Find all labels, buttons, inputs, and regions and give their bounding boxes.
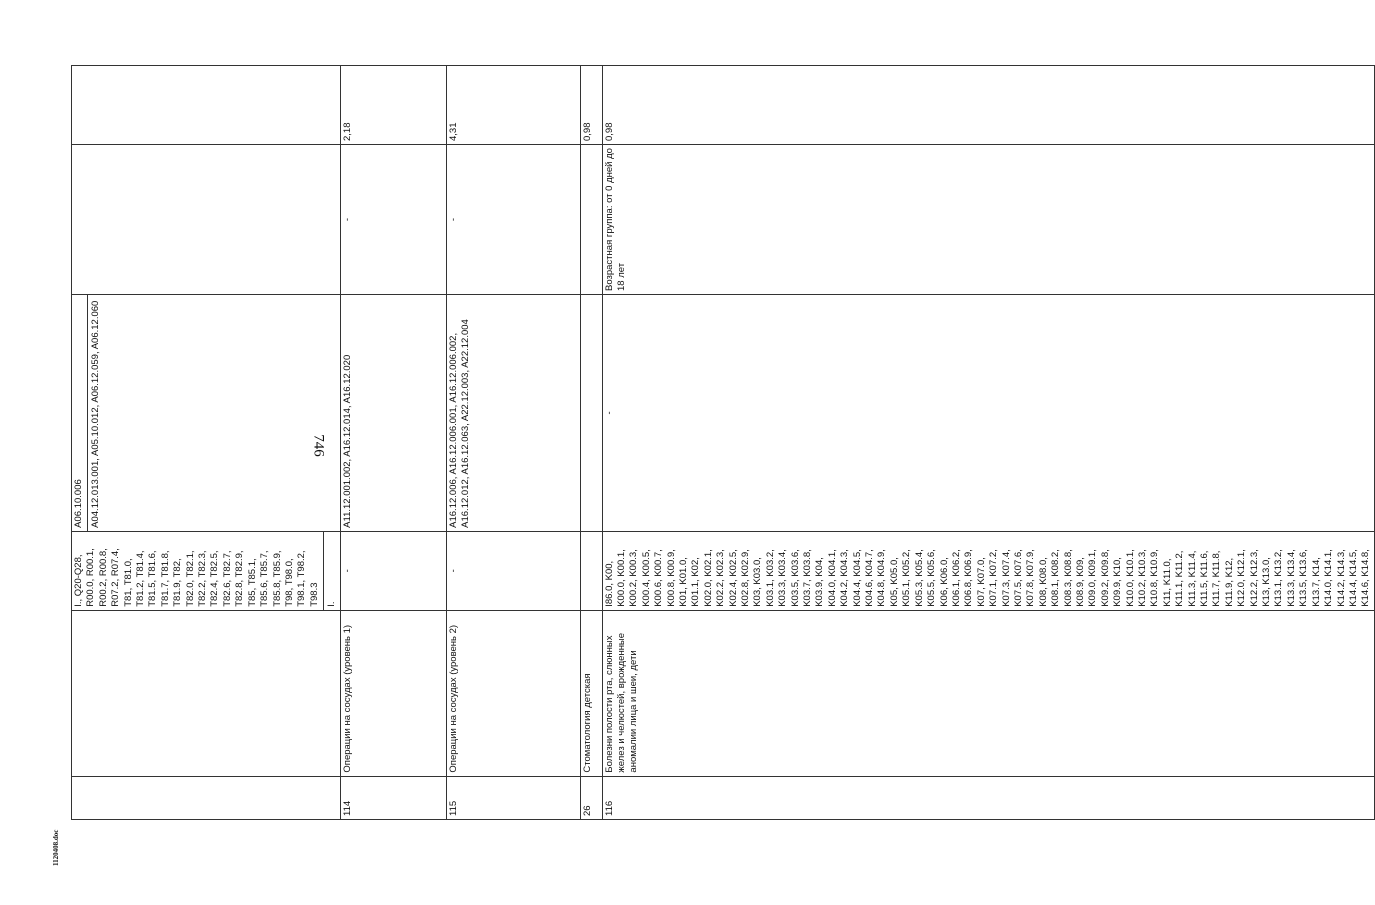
row-services: - (602, 295, 1374, 532)
services-sub: A04.12.013.001, A05.10.012, A06.12.059, A06.12.060 (87, 295, 102, 531)
row-name: Болезни полости рта, слюнных желез и челюстей, врожденные аномалии лица и шеи, дети (602, 610, 1374, 776)
row-icd-codes (580, 531, 602, 610)
row-coefficient (72, 66, 341, 145)
row-other-criteria (580, 145, 602, 295)
row-services (580, 295, 602, 532)
row-other-criteria: Возрастная группа: от 0 дней до 18 лет (602, 145, 1374, 295)
row-icd-codes: - (340, 531, 446, 610)
row-number: 26 (580, 776, 602, 819)
row-services: A11.12.001.002, A16.12.014, A16.12.020 (340, 295, 446, 532)
icd-codes-sub: I. (323, 532, 338, 610)
row-name: Операции на сосудах (уровень 2) (446, 610, 580, 776)
row-number: 114 (340, 776, 446, 819)
row-name (72, 610, 341, 776)
row-coefficient: 2,18 (340, 66, 446, 145)
row-coefficient: 4,31 (446, 66, 580, 145)
row-other-criteria (72, 145, 341, 295)
document-code: 1120408.doc (52, 829, 60, 866)
table-row (580, 66, 602, 820)
table-row (340, 66, 446, 820)
page-number: 746 (310, 434, 327, 457)
row-icd-codes: - (446, 531, 580, 610)
row-icd-codes: I86.0, K00, K00.0, K00.1, K00.2, K00.3, K00.4, K00.5, K00.6, K00.7, K00.8, K00.9, K01, K01.0, K01.1, K02, K02.0, K02.1, K02.2, K02.3, K02.4, K02.5, K02.8, K02.9, K03, K03.0, K03.1, K03.2, K03.3, K03.4, K03.5, K03.6, K03.7, K03.8, K03.9, K04, K04.0, K04.1, K04.2, K04.3, K04.4, K04.5, K04.6, K04.7, K04.8, K04.9, K05, K05.0, K05.1, K05.2, K05.3, K05.4, K05.5, K05.6, K06, K06.0, K06.1, K06.2, K06.8, K06.9, K07, K07.0, K07.1, K07.2, K07.3, K07.4, K07.5, K07.6, K07.8, K07.9, K08, K08.0, K08.1, K08.2, K08.3, K08.8, K08.9, K09, K09.0, K09.1, K09.2, K09.8, K09.9, K10, K10.0, K10.1, K10.2, K10.3, K10.8, K10.9, K11, K11.0, K11.1, K11.2, K11.3, K11.4, K11.5, K11.6, K11.7, K11.8, K11.9, K12, K12.0, K12.1, K12.2, K12.3, K13, K13.0, K13.1, K13.2, K13.3, K13.4, K13.5, K13.6, K13.7, K14, K14.0, K14.1, K14.2, K14.3, K14.4, K14.5, K14.6, K14.8, (602, 531, 1374, 610)
services-text: A06.10.006 (73, 479, 84, 528)
row-number (72, 776, 341, 819)
row-coefficient: 0,98 (602, 66, 1374, 145)
ksg-table (71, 65, 1375, 820)
row-name: Стоматология детская (580, 610, 602, 776)
row-number: 115 (446, 776, 580, 819)
row-other-criteria: - (446, 145, 580, 295)
row-coefficient: 0,98 (580, 66, 602, 145)
row-services: A16.12.006, A16.12.006.001, A16.12.006.002, A16.12.012, A16.12.063, A22.12.003, A22.12.004 (446, 295, 580, 532)
icd-codes-text: I., Q20-Q28, R00.0, R00.1, R00.2, R00.8, R07.2, R07.4, T81, T81.0, T81.2, T81.4, T81.5, T81.6, T81.7, T81.8, T81.9, T82, T82.0, T82.1, T82.2, T82.3, T82.4, T82.5, T82.6, T82.7, T82.8, T82.9, T85, T85.1, T85.6, T85.7, T85.8, T85.9, T98, T98.0, T98.1, T98.2, T98.3 (73, 548, 320, 607)
table-row (72, 66, 341, 820)
row-icd-codes (72, 531, 341, 610)
row-other-criteria: - (340, 145, 446, 295)
row-number: 116 (602, 776, 1374, 819)
row-services (72, 295, 341, 532)
table-row (602, 66, 1374, 820)
table-wrapper (71, 65, 1372, 820)
table-row (446, 66, 580, 820)
row-name: Операции на сосудах (уровень 1) (340, 610, 446, 776)
